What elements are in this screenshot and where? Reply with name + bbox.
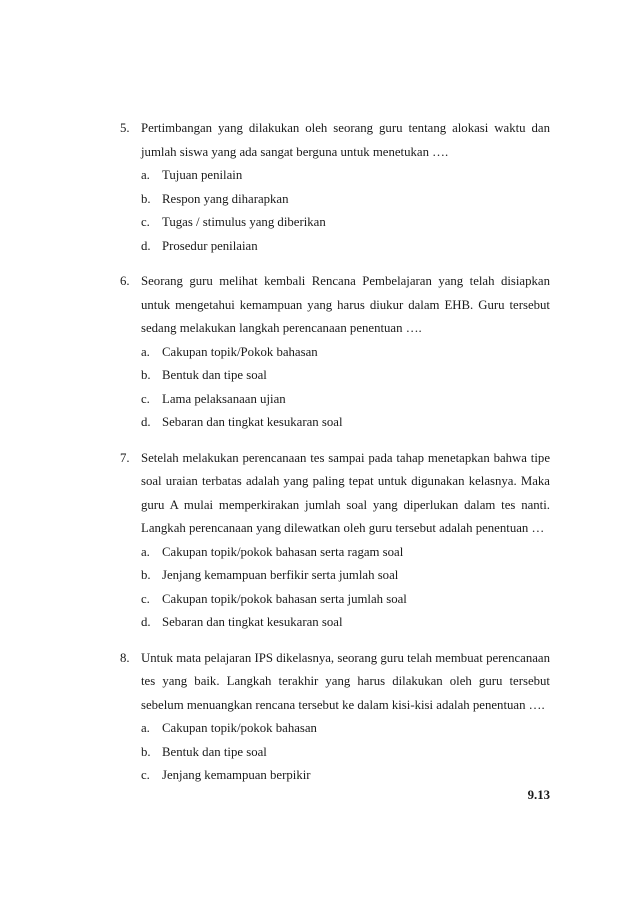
option-text: Cakupan topik/Pokok bahasan	[162, 344, 318, 359]
question-5	[120, 117, 550, 258]
option-letter: b.	[141, 368, 151, 382]
question-list	[120, 117, 550, 800]
option-d	[141, 411, 550, 435]
option-letter: c.	[141, 768, 150, 782]
option-letter: b.	[141, 191, 151, 206]
option-list	[141, 717, 550, 788]
option-text: Tujuan penilain	[162, 168, 243, 182]
option-c	[141, 764, 550, 788]
option-text: Lama pelaksanaan ujian	[162, 391, 286, 406]
option-b	[141, 564, 550, 588]
option-a	[141, 164, 550, 188]
option-letter: c.	[141, 215, 150, 229]
option-a	[141, 541, 550, 565]
question-text: Setelah melakukan perencanaan tes sampai pada tahap menetapkan bahwa tipe soal uraian terbatas adalah yang paling tepat untuk digunakan kelasnya. Maka guru A mulai memperkirakan jumlah soal yang diperlukan dalam tes nanti. Langkah perencanaan yang dilewatkan oleh guru tersebut adalah penentuan …	[141, 450, 550, 535]
option-c	[141, 211, 550, 235]
option-letter: c.	[141, 391, 150, 406]
option-letter: b.	[141, 568, 151, 582]
option-b	[141, 364, 550, 388]
page-number: 9.13	[527, 788, 550, 802]
option-b	[141, 741, 550, 765]
question-number: 6.	[120, 274, 130, 288]
option-letter: b.	[141, 744, 151, 759]
option-text: Jenjang kemampuan berpikir	[162, 768, 311, 782]
option-letter: c.	[141, 591, 150, 606]
question-number: 7.	[120, 450, 130, 465]
option-text: Cakupan topik/pokok bahasan serta jumlah soal	[162, 591, 407, 606]
option-text: Respon yang diharapkan	[162, 191, 289, 206]
option-a	[141, 717, 550, 741]
question-text: Seorang guru melihat kembali Rencana Pembelajaran yang telah disiapkan untuk mengetahui kemampuan yang harus diukur dalam EHB. Guru tersebut sedang melakukan langkah perencanaan penentuan ….	[141, 274, 550, 335]
option-letter: a.	[141, 544, 150, 559]
option-text: Bentuk dan tipe soal	[162, 744, 267, 759]
option-d	[141, 235, 550, 259]
option-text: Jenjang kemampuan berfikir serta jumlah soal	[162, 568, 399, 582]
option-text: Sebaran dan tingkat kesukaran soal	[162, 415, 343, 429]
option-a	[141, 341, 550, 365]
question-text: Pertimbangan yang dilakukan oleh seorang guru tentang alokasi waktu dan jumlah siswa yang ada sangat berguna untuk menetukan ….	[141, 121, 550, 159]
question-text: Untuk mata pelajaran IPS dikelasnya, seorang guru telah membuat perencanaan tes yang baik. Langkah terakhir yang harus dilakukan oleh guru tersebut sebelum menuangkan rencana tersebut ke dalam kisi-kisi adalah penentuan ….	[141, 650, 550, 712]
option-letter: a.	[141, 168, 150, 182]
option-list	[141, 541, 550, 635]
question-6	[120, 270, 550, 435]
option-letter: a.	[141, 721, 150, 735]
option-letter: a.	[141, 344, 150, 359]
option-list	[141, 341, 550, 435]
option-d	[141, 611, 550, 635]
option-text: Prosedur penilaian	[162, 238, 258, 253]
question-number: 8.	[120, 650, 130, 665]
question-number: 5.	[120, 121, 130, 135]
option-text: Cakupan topik/pokok bahasan	[162, 721, 317, 735]
option-letter: d.	[141, 238, 151, 253]
option-list	[141, 164, 550, 258]
question-8	[120, 647, 550, 788]
option-c	[141, 388, 550, 412]
option-letter: d.	[141, 415, 151, 429]
option-text: Tugas / stimulus yang diberikan	[162, 215, 326, 229]
option-text: Sebaran dan tingkat kesukaran soal	[162, 615, 343, 629]
option-letter: d.	[141, 615, 151, 629]
option-c	[141, 588, 550, 612]
option-text: Cakupan topik/pokok bahasan serta ragam soal	[162, 544, 404, 559]
question-7	[120, 447, 550, 635]
option-b	[141, 188, 550, 212]
option-text: Bentuk dan tipe soal	[162, 368, 267, 382]
